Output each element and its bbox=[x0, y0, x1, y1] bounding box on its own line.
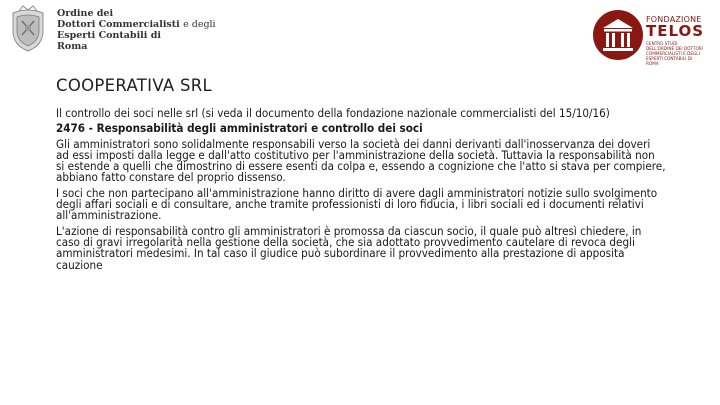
odcec-name-line-2 bbox=[57, 19, 216, 30]
paragraph-action: L'azione di responsabilità contro gli amministratori è promossa da ciascun socio, il quale può altresì chiedere, in caso di gravi irregolarità nella gestione della società, che sia adottato provvedimento cautelare di revoca degli amministratori medesimi. In tal caso il giudice può subordinare il provvedimento alla prestazione di apposita cauzione bbox=[56, 223, 642, 272]
article-heading: 2476 - Responsabilità degli amministratori e controllo dei soci bbox=[56, 121, 423, 136]
odcec-name-line-3: Esperti Contabili di bbox=[57, 30, 161, 41]
odcec-roma-logo bbox=[5, 5, 225, 55]
slide-body bbox=[56, 108, 666, 275]
telos-tagline: CENTRO STUDI DELL'ORDINE DEI DOTTORI COMMERCIALISTI E DEGLI ESPERTI CONTABILI DI ROMA bbox=[646, 41, 703, 66]
telos-word-top: FONDAZIONE bbox=[646, 15, 702, 24]
odcec-name-line-2b: e degli bbox=[183, 19, 216, 30]
fondazione-telos-logo bbox=[592, 6, 714, 66]
odcec-name-line-4: Roma bbox=[57, 41, 88, 52]
telos-wordmark bbox=[646, 15, 706, 66]
paragraph-liability: Gli amministratori sono solidalmente responsabili verso la società dei danni derivanti dall'inosservanza dei doveri ad essi imposti dalla legge e dall'atto costitutivo per l'amministrazione della società. Tuttavia la responsabilità non si estende a quelli che dimostrino di essere esenti da colpa e, essendo a cognizione che l'atto si stava per compiere, abbiano fatto constare del proprio dissenso. bbox=[56, 136, 666, 185]
telos-word-main: TELOS bbox=[646, 22, 705, 40]
odcec-name-line-1: Ordine dei bbox=[57, 8, 114, 19]
slide-title: COOPERATIVA SRL bbox=[56, 76, 213, 95]
temple-icon bbox=[592, 8, 644, 62]
paragraph-shareholder-rights: I soci che non partecipano all'amministrazione hanno diritto di avere dagli amministratori notizie sullo svolgimento degli affari sociali e di consultare, anche tramite professionisti di loro fiducia, i libri sociali ed i documenti relativi all'amministrazione. bbox=[56, 185, 658, 223]
odcec-name-line-2a: Dottori Commercialisti bbox=[57, 19, 180, 30]
coat-of-arms-icon bbox=[5, 5, 51, 53]
paragraph-intro: Il controllo dei soci nelle srl (si veda il documento della fondazione nazionale commercialisti del 15/10/16) bbox=[56, 106, 610, 120]
odcec-name bbox=[57, 8, 216, 52]
